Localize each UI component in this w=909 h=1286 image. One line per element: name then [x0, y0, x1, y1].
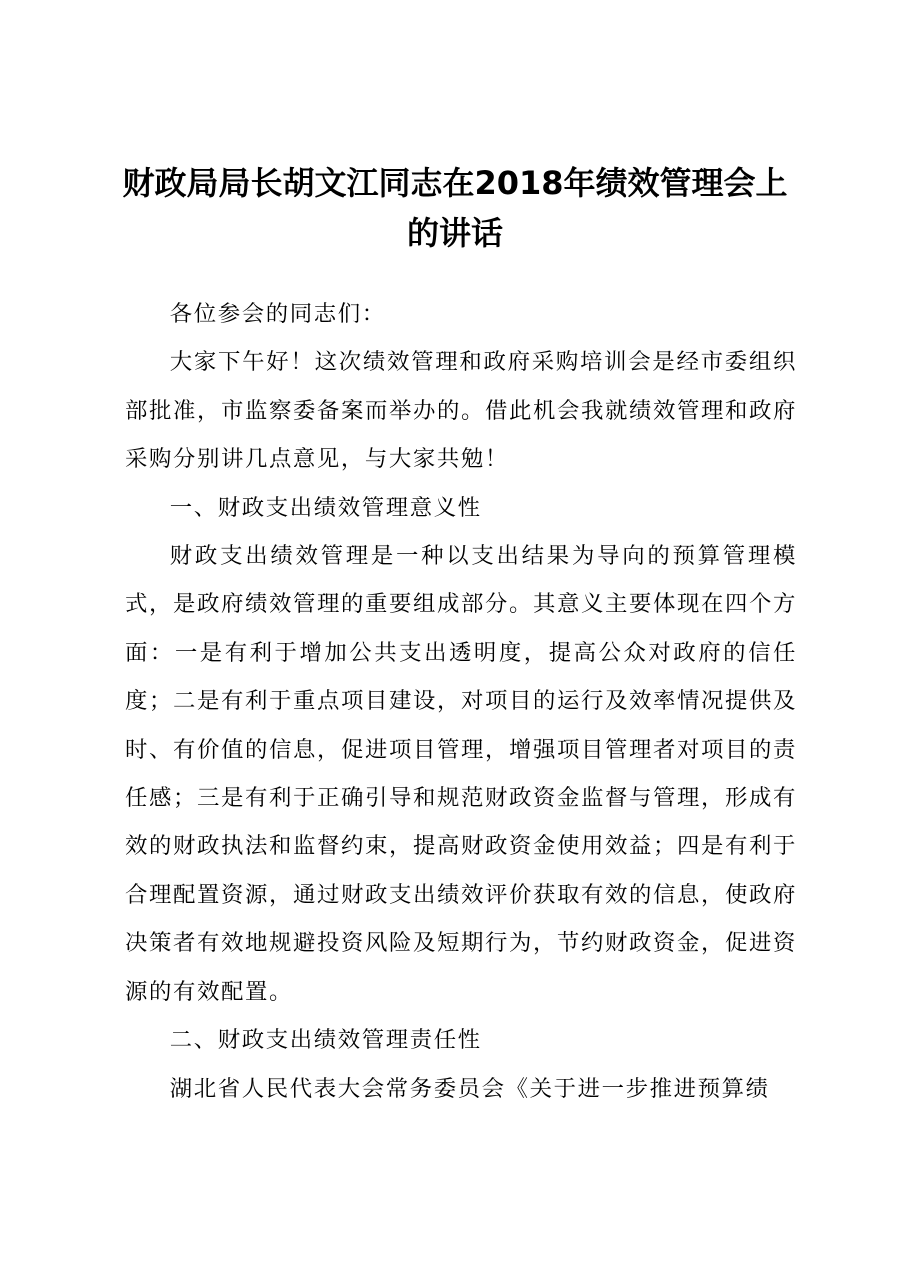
section-heading-1: 一、财政支出绩效管理意义性 — [169, 494, 482, 521]
salutation: 各位参会的同志们： — [169, 301, 386, 327]
section-heading-2: 二、财政支出绩效管理责任性 — [169, 1027, 482, 1054]
paragraph-significance: 财政支出绩效管理是一种以支出结果为导向的预算管理模式，是政府绩效管理的重要组成部分。其意义主要体现在四个方面：一是有利于增加公共支出透明度，提高公众对政府的信任度；二是有利于重点项目建设，对项目的运行及效率情况提供及时、有价值的信息，促进项目管理，增强项目管理者对项目的责任感；三是有利于正确引导和规范财政资金监督与管理，形成有效的财政执法和监督约束，提高财政资金使用效益；四是有利于合理配置资源，通过财政支出绩效评价获取有效的信息，使政府决策者有效地规避投资风险及短期行为，节约财政资金，促进资源的有效配置。 — [125, 543, 797, 1005]
paragraph-responsibility: 湖北省人民代表大会常务委员会《关于进一步推进预算绩 — [169, 1075, 770, 1102]
paragraph-opening: 大家下午好！这次绩效管理和政府采购培训会是经市委组织部批准，市监察委备案而举办的。借此机会我就绩效管理和政府采购分别讲几点意见，与大家共勉！ — [125, 349, 797, 473]
document-title: 财政局局长胡文江同志在2018年绩效管理会上的讲话 — [122, 164, 788, 252]
document-body — [125, 290, 797, 1113]
